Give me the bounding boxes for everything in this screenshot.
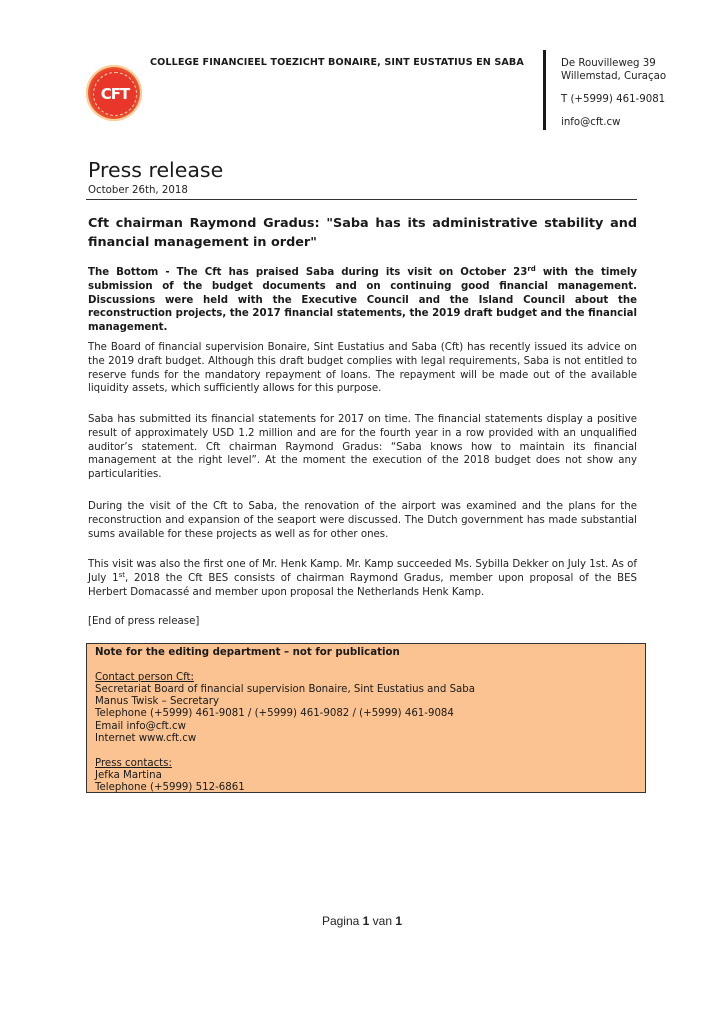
- press-heading: Press contacts:: [95, 757, 172, 769]
- contact-heading: Contact person Cft:: [95, 671, 194, 683]
- release-date: October 26th, 2018: [88, 185, 188, 196]
- phone-number: T (+5999) 461-9081: [561, 94, 666, 105]
- organization-name: COLLEGE FINANCIEEL TOEZICHT BONAIRE, SINT EUSTATIUS EN SABA: [150, 57, 524, 68]
- lead-paragraph: [88, 266, 637, 335]
- p4-sup: st: [118, 570, 125, 579]
- contact-org: Secretariat Board of financial supervision Bonaire, Sint Eustatius and Saba: [95, 683, 476, 695]
- title-rule: [86, 199, 637, 200]
- note-title: Note for the editing department – not for publication: [95, 647, 400, 658]
- address-line-2: Willemstad, Curaçao: [561, 71, 667, 82]
- current-page: 1: [362, 914, 370, 928]
- contact-internet[interactable]: Internet www.cft.cw: [95, 733, 197, 745]
- logo-text: CFT: [100, 85, 130, 103]
- lead-text-2: with the timely submission of the budget documents and on continuing good financial management. Discussions were held with the Executive Council and the Island Council about the reconstruction projects, the 2017 financial statements, the 2019 draft budget and the financial management.: [88, 267, 638, 334]
- contact-email[interactable]: Email info@cft.cw: [95, 720, 186, 732]
- contact-name: Manus Twisk – Secretary: [95, 696, 219, 708]
- p4-text-1: This visit was also the first one of Mr. Henk Kamp. Mr. Kamp succeeded Ms. Sybilla Dekker on July 1st. As of July 1: [88, 559, 637, 584]
- paragraph-1: The Board of financial supervision Bonaire, Sint Eustatius and Saba (Cft) has recently issued its advice on the 2019 draft budget. Although this draft budget complies with legal requirements, Saba is not entitled to reserve funds for the mandatory repayment of loans. The repayment will be made out of the available liquidity assets, which sufficiently allows for this purpose.: [88, 342, 637, 395]
- total-pages: 1: [395, 914, 403, 928]
- p4-text-2: , 2018 the Cft BES consists of chairman Raymond Gradus, member upon proposal of the BES Herbert Domacassé and member upon proposal the Netherlands Henk Kamp.: [88, 572, 637, 598]
- header-divider: [543, 50, 546, 130]
- press-name: Jefka Martina: [95, 769, 162, 781]
- lead-sup: rd: [527, 265, 536, 273]
- headline: Cft chairman Raymond Gradus: "Saba has its administrative stability and financial management in order": [88, 216, 637, 250]
- page-middle: van: [369, 914, 396, 928]
- page-prefix: Pagina: [321, 914, 363, 928]
- logo-emblem-icon: [93, 72, 137, 116]
- paragraph-4: [88, 558, 637, 599]
- contact-phone: Telephone (+5999) 461-9081 / (+5999) 461-9082 / (+5999) 461-9084: [95, 708, 454, 720]
- contact-block: [561, 57, 666, 129]
- paragraph-2: Saba has submitted its financial statements for 2017 on time. The financial statements display a positive result of approximately USD 1.2 million and are for the fourth year in a row provided with an unqualified auditor’s statement. Cft chairman Raymond Gradus: “Saba knows how to maintain its financial management at the right level”. At the moment the execution of the 2018 budget does not show any particularities.: [88, 414, 637, 481]
- editor-note-box: [86, 643, 646, 793]
- address-line-1: De Rouvilleweg 39: [561, 58, 656, 69]
- page-title: Press release: [88, 158, 224, 182]
- lead-text-1: The Bottom - The Cft has praised Saba during its visit on October 23: [88, 267, 528, 278]
- press-phone: Telephone (+5999) 512-6861: [95, 782, 245, 794]
- end-of-release: [End of press release]: [88, 616, 200, 627]
- page-number: [0, 914, 724, 928]
- email-address[interactable]: info@cft.cw: [561, 117, 621, 128]
- paragraph-3: During the visit of the Cft to Saba, the renovation of the airport was examined and the plans for the reconstruction and expansion of the seaport were discussed. The Dutch government has made substantial sums available for these projects as well as for other ones.: [88, 501, 637, 540]
- cft-logo: [86, 65, 142, 121]
